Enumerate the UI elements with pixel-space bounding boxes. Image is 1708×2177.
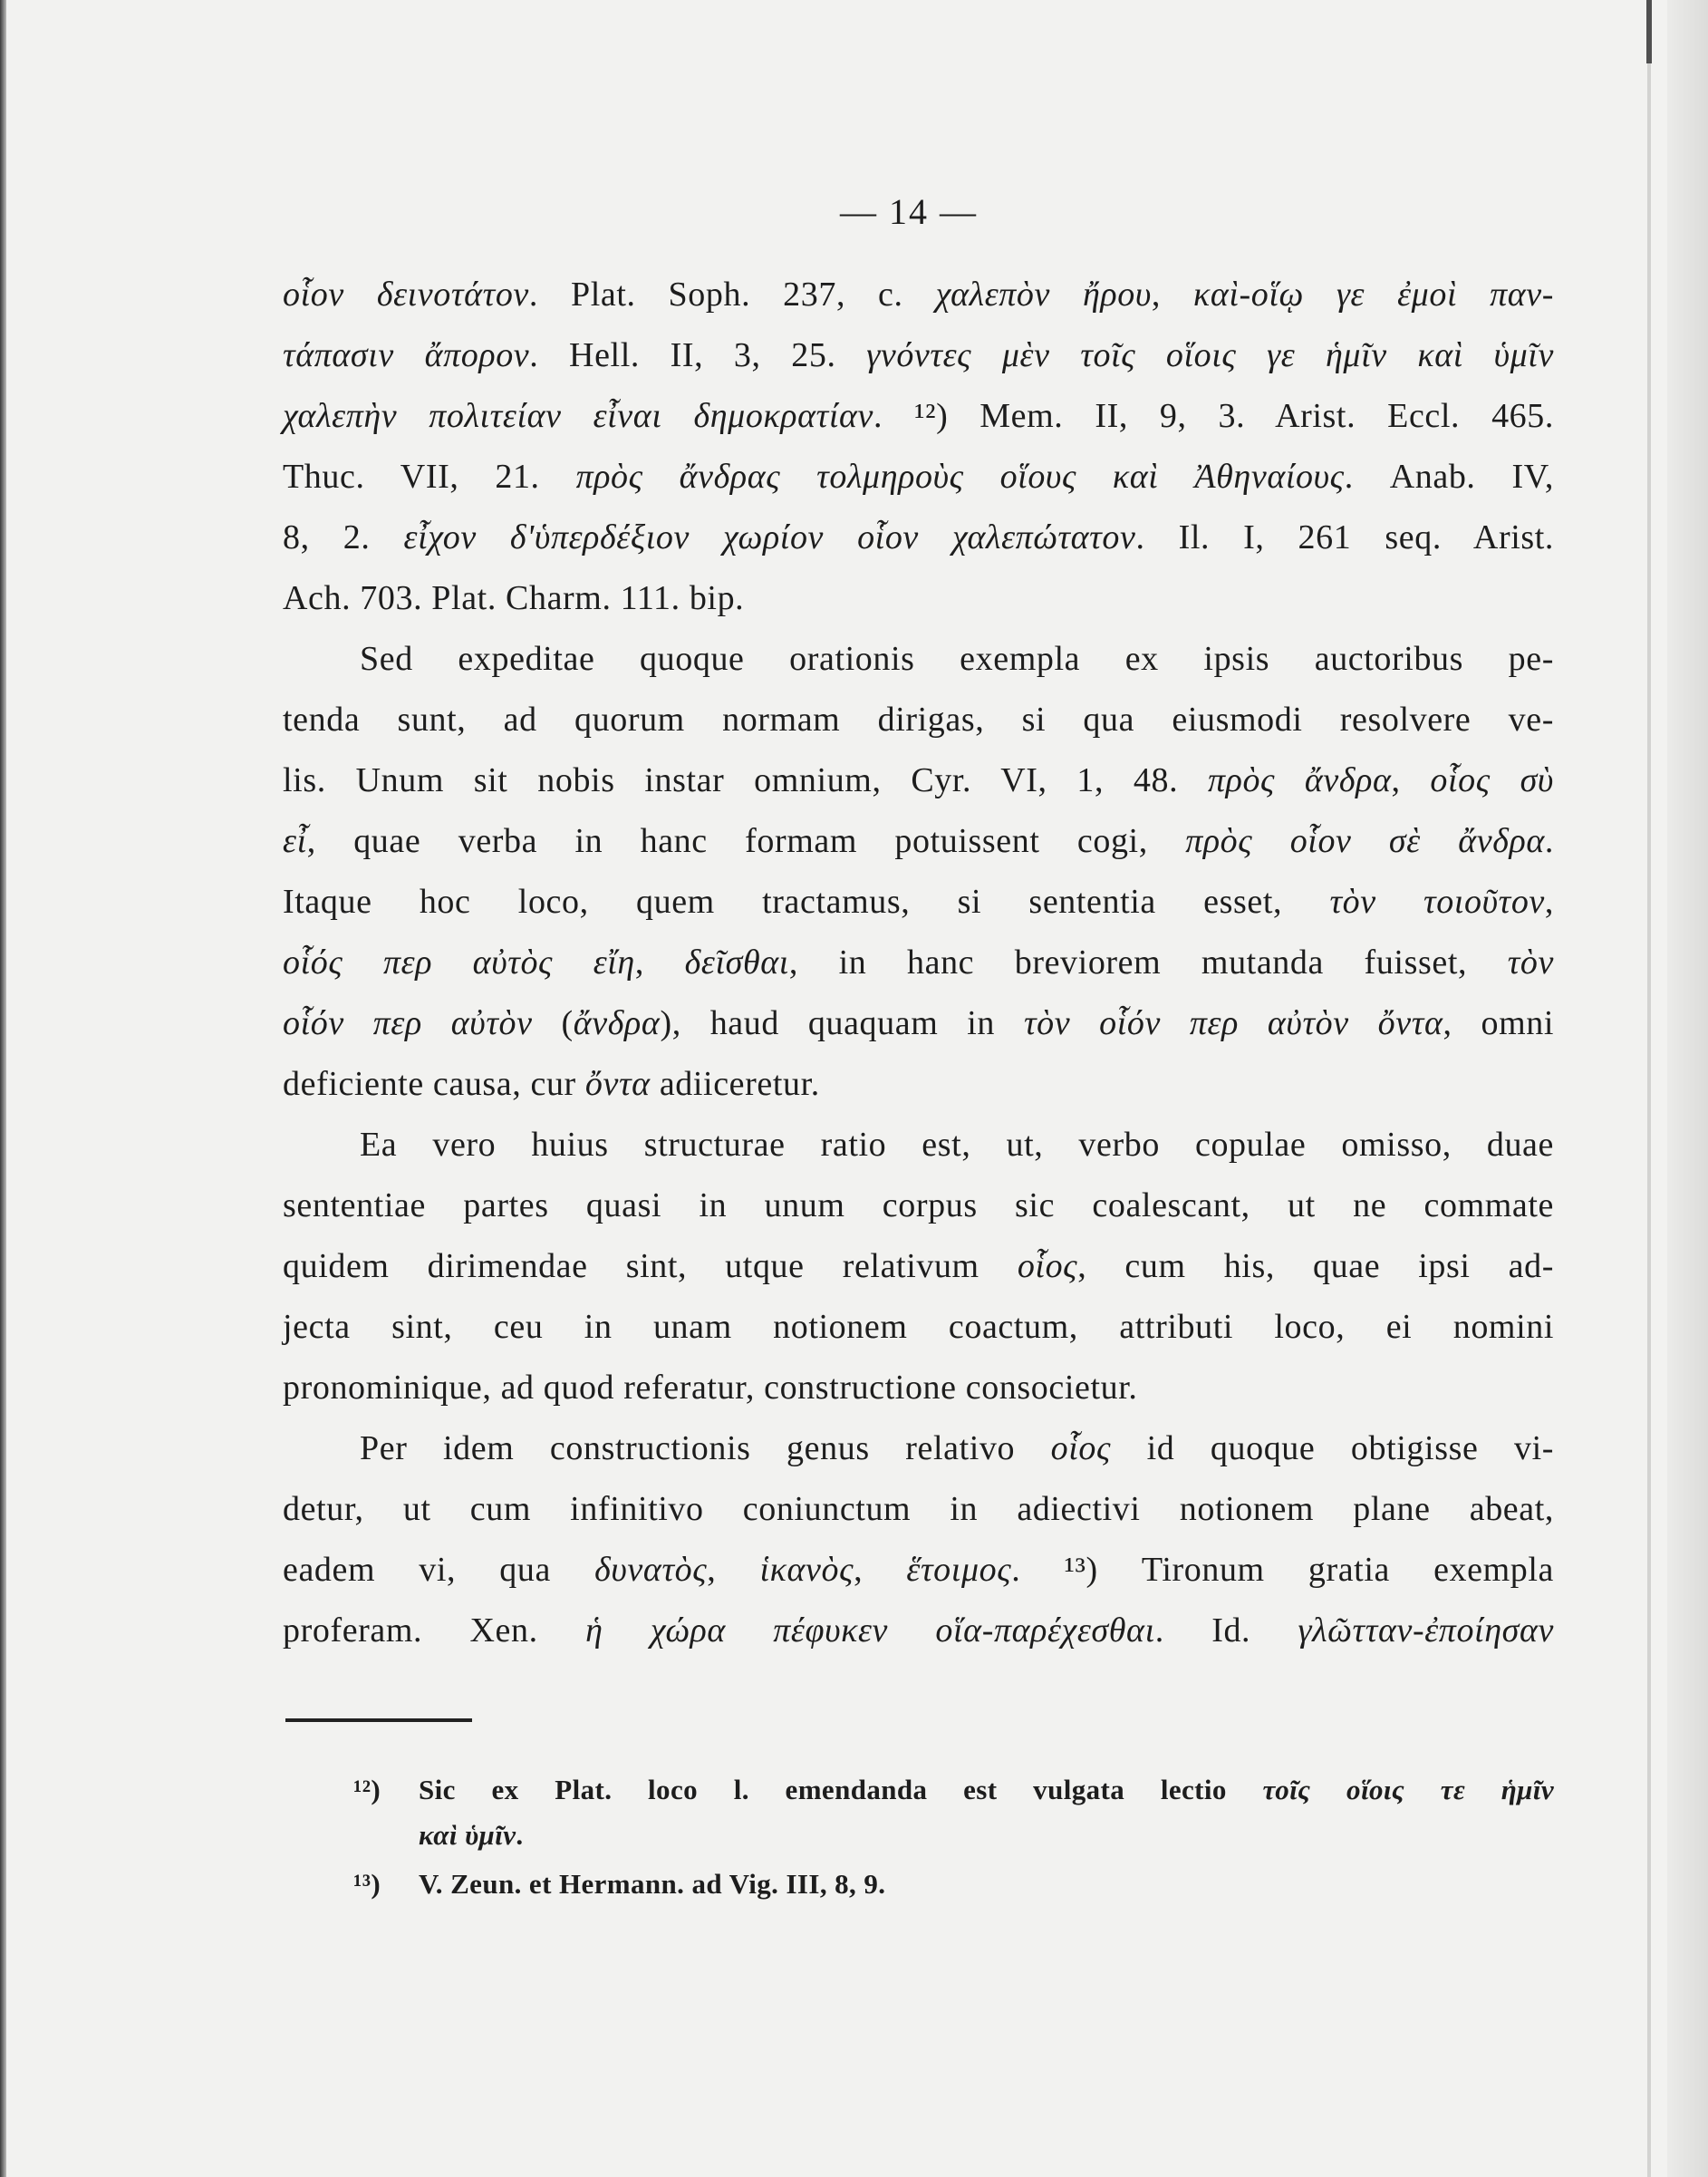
text-line: deficiente causa, cur ὄντα adiiceretur. (283, 1065, 820, 1103)
greek-word: πρὸς (575, 458, 643, 496)
footnote-marker: ¹³) (353, 1868, 381, 1900)
greek-word: καὶ (1112, 458, 1159, 496)
greek-word: εἴη (593, 943, 635, 982)
scan-edge-right (1667, 0, 1708, 2177)
paragraph-4 (283, 1418, 1554, 1661)
footnote-line: καὶ ὑμῖν. (419, 1819, 524, 1851)
greek-word: περ (372, 1004, 422, 1042)
greek-word: τοῖς (1262, 1774, 1311, 1805)
greek-word: ἄπορον (424, 336, 530, 374)
greek-word: ἄνδρα (1304, 761, 1392, 799)
text-line: quidem dirimendae sint, utque relativum οἷος, cum his, quae ipsi ad- (283, 1247, 1554, 1285)
greek-word: Ἀθηναίους (1194, 458, 1345, 496)
text-line: εἶ, quae verba in hanc formam potuissent cogi, πρὸς οἷον σὲ ἄνδρα. (283, 822, 1555, 860)
text-line: sententiae partes quasi in unum corpus sic coalescant, ut ne commate (283, 1186, 1554, 1224)
paragraph-1 (283, 265, 1554, 629)
footnote-12 (353, 1767, 1554, 1858)
greek-word: ἡμῖν (1501, 1774, 1554, 1805)
greek-word: πολιτείαν (429, 397, 562, 435)
greek-word: εἶναι (593, 397, 662, 435)
greek-word: ἄνδρας (679, 458, 781, 496)
text-line: jecta sint, ceu in unam notionem coactum, attributi loco, ei nomini (283, 1308, 1554, 1346)
text-line: Sed expeditae quoque orationis exempla ex ipsis auctoribus pe- (360, 640, 1554, 678)
greek-word: γε (1267, 336, 1296, 374)
greek-word: ἡμῖν (1325, 336, 1387, 374)
text-line: οἷον δεινοτάτον. Plat. Soph. 237, c. χαλεπὸν ἤρου, καὶ-οἵῳ γε ἐμοὶ παν- (283, 276, 1555, 314)
text-line: χαλεπὴν πολιτείαν εἶναι δημοκρατίαν. ¹²) Mem. II, 9, 3. Arist. Eccl. 465. (283, 397, 1554, 435)
greek-word: οἷος (1017, 1247, 1078, 1285)
greek-word: περ (383, 943, 433, 982)
greek-word: οἷον (1289, 822, 1352, 860)
scan-edge-right-mark (1646, 0, 1652, 63)
greek-word: ἕτοιμος (906, 1551, 1012, 1589)
greek-word: οἷός (283, 943, 343, 982)
page-number: — 14 — (840, 191, 978, 232)
text-line: τάπασιν ἄπορον. Hell. II, 3, 25. γνόντες μὲν τοῖς οἵοις γε ἡμῖν καὶ ὑμῖν (283, 336, 1554, 374)
greek-word: δεῖσθαι (684, 943, 789, 982)
scan-edge-right-line (1647, 0, 1651, 2177)
greek-word: ἤρου (1082, 276, 1152, 314)
greek-word: εἶχον (403, 518, 477, 556)
greek-word: οἷον (283, 276, 344, 314)
paragraph-2 (283, 629, 1554, 1115)
greek-word: τε (1440, 1774, 1466, 1805)
greek-word: πρὸς (1207, 761, 1276, 799)
greek-word: οἵα-παρέχεσθαι (935, 1611, 1155, 1650)
footnote-line: V. Zeun. et Hermann. ad Vig. III, 8, 9. (419, 1868, 886, 1900)
greek-word: ἐμοὶ (1397, 276, 1458, 314)
greek-word: οἷος (1050, 1429, 1112, 1467)
greek-word: τὸν (1329, 883, 1376, 921)
text-line: Per idem constructionis genus relativo οἷος id quoque obtigisse vi- (360, 1429, 1554, 1467)
text-line: Ach. 703. Plat. Charm. 111. bip. (283, 579, 745, 617)
text-line: tenda sunt, ad quorum normam dirigas, si qua eiusmodi resolvere ve- (283, 701, 1554, 739)
greek-word: γε (1336, 276, 1365, 314)
footnote-line: Sic ex Plat. loco l. emendanda est vulgata lectio τοῖς οἵοις τε ἡμῖν (419, 1774, 1554, 1805)
text-line: 8, 2. εἶχον δ'ὑπερδέξιον χωρίον οἷον χαλεπώτατον. Il. I, 261 seq. Arist. (283, 518, 1555, 556)
footnote-13 (353, 1862, 1554, 1907)
text-line: Thuc. VII, 21. πρὸς ἄνδρας τολμηροὺς οἵους καὶ Ἀθηναίους. Anab. IV, (283, 458, 1554, 496)
greek-word: ὄντα (1377, 1004, 1443, 1042)
greek-word: χωρίον (723, 518, 825, 556)
greek-word: οἵοις (1346, 1774, 1405, 1805)
greek-word: δημοκρατίαν (693, 397, 874, 435)
greek-word: τοιοῦτον (1423, 883, 1545, 921)
greek-word: ἱκανὸς (759, 1551, 854, 1589)
greek-word: τολμηροὺς (816, 458, 964, 496)
greek-word: περ (1189, 1004, 1239, 1042)
greek-word: ἄνδρα (573, 1004, 661, 1042)
text-line: οἷός περ αὐτὸς εἴη, δεῖσθαι, in hanc breviorem mutanda fuisset, τὸν (283, 943, 1554, 982)
greek-word: τοῖς (1080, 336, 1136, 374)
greek-word: τὸν (1507, 943, 1554, 982)
paragraph-3 (283, 1115, 1554, 1418)
greek-word: ἄνδρα (1458, 822, 1545, 860)
greek-word: ὑμῖν (1493, 336, 1554, 374)
greek-word: χώρα (650, 1611, 726, 1650)
greek-word: αὐτὸς (472, 943, 554, 982)
greek-word: χαλεπὴν (283, 397, 398, 435)
greek-word: οἷόν (283, 1004, 344, 1042)
text-line: Itaque hoc loco, quem tractamus, si sententia esset, τὸν τοιοῦτον, (283, 883, 1554, 921)
greek-word: πέφυκεν (773, 1611, 889, 1650)
greek-word: ἡ (585, 1611, 603, 1650)
greek-word: εἶ (283, 822, 307, 860)
greek-word: οἷος (1430, 761, 1491, 799)
greek-word: οἷόν (1099, 1004, 1161, 1042)
greek-word: οἵοις (1165, 336, 1237, 374)
greek-word: τὸν (1023, 1004, 1071, 1042)
greek-word: καὶ-οἵῳ (1192, 276, 1304, 314)
greek-word: οἷον (857, 518, 919, 556)
text-line: lis. Unum sit nobis instar omnium, Cyr. VI, 1, 48. πρὸς ἄνδρα, οἷος σὺ (283, 761, 1554, 799)
greek-word: χαλεπὸν (935, 276, 1050, 314)
greek-word: παν- (1490, 276, 1555, 314)
text-line: οἷόν περ αὐτὸν (ἄνδρα), haud quaquam in τὸν οἷόν περ αὐτὸν ὄντα, omni (283, 1004, 1555, 1042)
greek-word: σὲ (1388, 822, 1421, 860)
greek-word: χαλεπώτατον (951, 518, 1136, 556)
text-line: Ea vero huius structurae ratio est, ut, verbo copulae omisso, duae (360, 1126, 1554, 1164)
greek-word: σὺ (1520, 761, 1554, 799)
text-line: proferam. Xen. ἡ χώρα πέφυκεν οἵα-παρέχεσθαι. Id. γλῶτταν-ἐποίησαν (283, 1611, 1555, 1650)
greek-word: καὶ (419, 1819, 458, 1851)
footnote-marker: ¹²) (353, 1774, 381, 1805)
text-line: detur, ut cum infinitivo coniunctum in adiectivi notionem plane abeat, (283, 1490, 1554, 1528)
greek-word: πρὸς (1185, 822, 1253, 860)
greek-word: δ'ὑπερδέξιον (509, 518, 690, 556)
text-line: eadem vi, qua δυνατὸς, ἱκανὸς, ἕτοιμος. ¹³) Tironum gratia exempla (283, 1551, 1555, 1589)
greek-word: αὐτὸν (1267, 1004, 1349, 1042)
greek-word: ὑμῖν (464, 1819, 516, 1851)
greek-word: τάπασιν (283, 336, 394, 374)
scan-edge-left (0, 0, 6, 2177)
body-text (283, 265, 1554, 1661)
footnote-separator (285, 1718, 472, 1722)
greek-word: οἵους (999, 458, 1076, 496)
greek-word: δυνατὸς (594, 1551, 708, 1589)
footnotes (353, 1767, 1554, 1907)
greek-word: μὲν (1001, 336, 1050, 374)
greek-word: αὐτὸν (450, 1004, 533, 1042)
greek-word: γλῶτταν-ἐποίησαν (1298, 1611, 1555, 1650)
greek-word: δεινοτάτον (376, 276, 529, 314)
greek-word: καὶ (1417, 336, 1463, 374)
text-line: pronominique, ad quod referatur, constructione consocietur. (283, 1369, 1138, 1407)
greek-word: ὄντα (584, 1065, 651, 1103)
greek-word: γνόντες (866, 336, 972, 374)
